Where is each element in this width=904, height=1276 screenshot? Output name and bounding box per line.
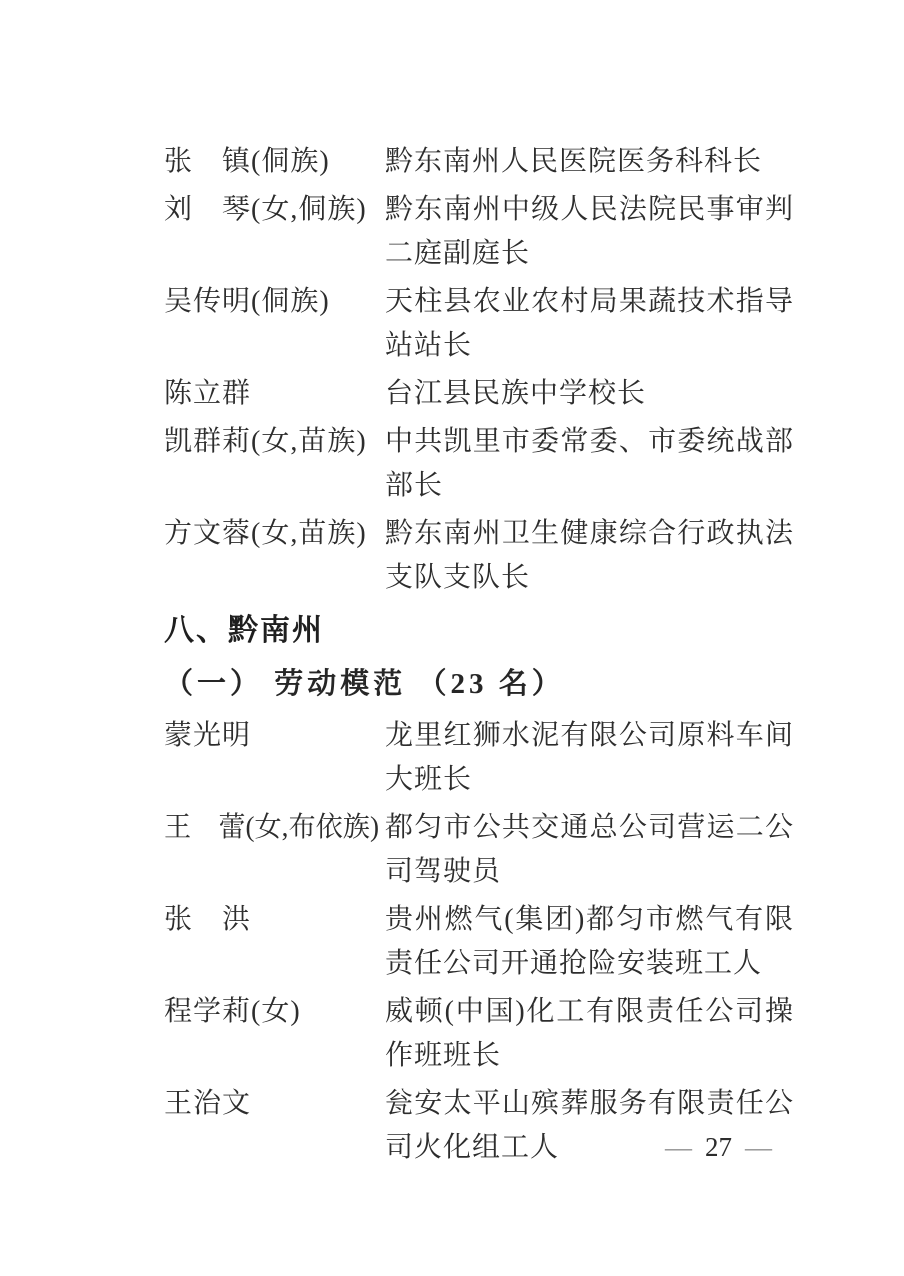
page-number-value: 27 [705,1132,732,1162]
entry-position: 黔东南州卫生健康综合行政执法支队支队长 [385,518,794,593]
section-title: 八、黔南州 [164,614,324,647]
entry-position: 天柱县农业农村局果蔬技术指导站站长 [385,286,794,361]
entry-name: 刘 琴(女,侗族) [164,194,367,225]
entry-name: 程学莉(女) [164,996,301,1027]
entry-position: 黔东南州人民医院医务科科长 [385,146,763,177]
entry-name: 张 洪 [164,904,252,935]
page-number [665,1132,772,1162]
award-entry [164,714,796,802]
entry-name: 陈立群 [164,378,252,409]
award-entry [164,990,796,1078]
entry-name: 王 蕾(女,布依族) [164,812,380,843]
subsection-title: （一） 劳动模范 （23 名） [164,668,565,700]
award-entry [164,420,796,508]
award-entry [164,512,796,600]
entry-name: 王治文 [164,1088,252,1119]
entry-position: 瓮安太平山殡葬服务有限责任公司火化组工人 [385,1088,794,1163]
entry-name: 方文蓉(女,苗族) [164,518,367,549]
award-entry [164,280,796,368]
entry-position: 中共凯里市委常委、市委统战部部长 [385,426,794,501]
award-entry [164,372,796,416]
entry-name: 吴传明(侗族) [164,286,330,317]
entry-position: 龙里红狮水泥有限公司原料车间大班长 [385,720,794,795]
entry-position: 台江县民族中学校长 [385,378,647,409]
entry-position: 都匀市公共交通总公司营运二公司驾驶员 [385,812,794,887]
entry-name: 蒙光明 [164,720,252,751]
award-entry [164,140,796,184]
page-content [164,140,796,1174]
award-entry [164,898,796,986]
page-number-dash-left: — [665,1132,692,1162]
page-number-dash-right: — [745,1132,772,1162]
award-entry [164,806,796,894]
entry-position: 贵州燃气(集团)都匀市燃气有限责任公司开通抢险安装班工人 [385,904,794,979]
entry-name: 张 镇(侗族) [164,146,330,177]
entry-position: 黔东南州中级人民法院民事审判二庭副庭长 [385,194,794,269]
entry-position: 威顿(中国)化工有限责任公司操作班班长 [385,996,794,1071]
entry-name: 凯群莉(女,苗族) [164,426,367,457]
award-entry [164,188,796,276]
